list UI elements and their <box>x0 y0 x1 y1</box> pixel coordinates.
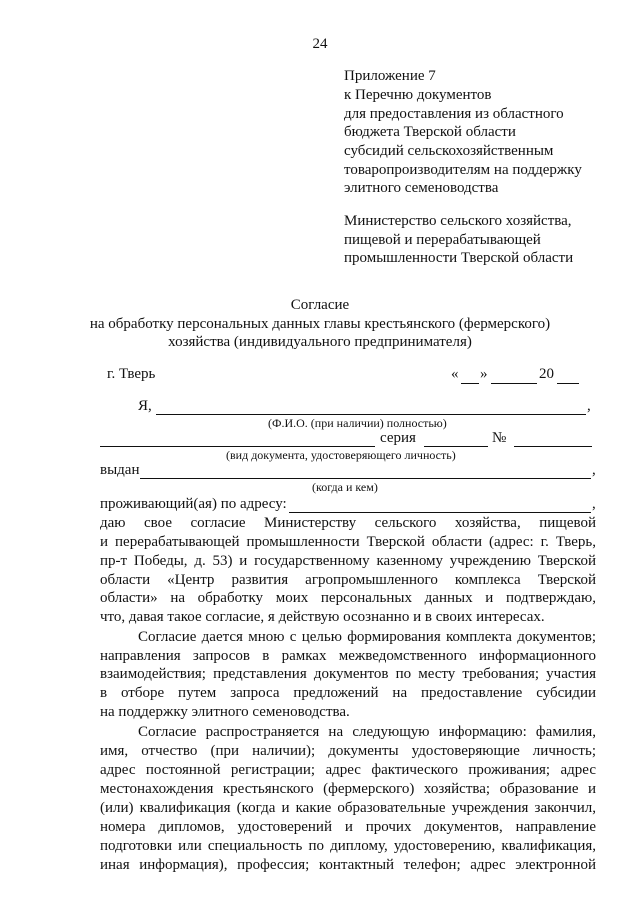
appendix-line: элитного семеноводства <box>344 180 499 196</box>
body-line: (или) квалификация (когда и какие образовательные учреждения закончил, <box>100 800 596 816</box>
addressee-line: промышленности Тверской области <box>344 250 574 266</box>
issued-field[interactable] <box>140 478 591 479</box>
body-line: в отборе путем запроса предложений на предоставление субсидии <box>100 685 596 701</box>
appendix-line: Приложение 7 <box>344 68 436 84</box>
body-line: направления запросов в рамках межведомственного информационного <box>100 648 596 664</box>
issued-label: выдан <box>100 462 140 478</box>
body-line: адрес постоянной регистрации; адрес фактического проживания; адрес <box>100 762 596 778</box>
month-blank[interactable] <box>491 383 537 384</box>
number-field[interactable] <box>514 446 592 447</box>
ya-label: Я, <box>138 398 152 414</box>
fio-hint: (Ф.И.О. (при наличии) полностью) <box>268 416 447 430</box>
body-line: области» на обработку моих персональных данных и подтверждаю, <box>100 590 596 606</box>
number-label: № <box>492 430 507 446</box>
body-line: области «Центр развития агропромышленного комплекса Тверской <box>100 572 596 588</box>
appendix-line: товаропроизводителям на поддержку <box>344 162 582 178</box>
page-number: 24 <box>312 36 328 52</box>
appendix-line: для предоставления из областного <box>344 106 564 122</box>
fio-field[interactable] <box>156 414 586 415</box>
series-field[interactable] <box>424 446 488 447</box>
city-label: г. Тверь <box>107 366 156 382</box>
body-line: Согласие дается мною с целью формирования комплекта документов; <box>138 629 596 645</box>
year-blank[interactable] <box>557 383 579 384</box>
body-line: местонахождения крестьянского (фермерского) хозяйства; образование и <box>100 781 596 797</box>
issued-hint: (когда и кем) <box>312 480 378 494</box>
body-line: и перерабатывающей промышленности Тверской области (адрес: г. Тверь, <box>100 534 596 550</box>
address-field[interactable] <box>289 512 591 513</box>
title-line: хозяйства (индивидуального предпринимателя) <box>168 334 472 350</box>
date-close-quote: » <box>480 366 488 382</box>
appendix-line: субсидий сельскохозяйственным <box>344 143 554 159</box>
document-hint: (вид документа, удостоверяющего личность) <box>226 448 456 462</box>
body-line: даю свое согласие Министерству сельского хозяйства, пищевой <box>100 515 596 531</box>
body-line: что, давая такое согласие, я действую осознанно и в своих интересах. <box>100 609 545 625</box>
date-open-quote: « <box>451 366 459 382</box>
address-label: проживающий(ая) по адресу: <box>100 496 287 512</box>
title-line: на обработку персональных данных главы крестьянского (фермерского) <box>89 316 551 332</box>
addressee-line: Министерство сельского хозяйства, <box>344 213 572 229</box>
body-line: взаимодействия; представления документов по месту требования; участия <box>100 666 596 682</box>
fio-comma: , <box>587 398 591 414</box>
addressee-line: пищевой и перерабатывающей <box>344 232 541 248</box>
body-line: имя, отчество (при наличии); документы удостоверяющие личность; <box>100 743 596 759</box>
body-line: иная информация), профессия; контактный телефон; адрес электронной <box>100 857 596 873</box>
appendix-line: к Перечню документов <box>344 87 492 103</box>
document-type-field[interactable] <box>100 446 375 447</box>
day-blank[interactable] <box>461 383 479 384</box>
body-line: подготовки или специальность по диплому, удостоверению, квалификация, <box>100 838 596 854</box>
address-comma: , <box>592 496 596 512</box>
body-line: номера дипломов, удостоверений и прочих документов, направление <box>100 819 596 835</box>
body-line: на поддержку элитного семеноводства. <box>100 704 350 720</box>
year-prefix: 20 <box>539 366 554 382</box>
body-line: пр-т Победы, д. 53) и государственному казенному учреждению Тверской <box>100 553 596 569</box>
title-line: Согласие <box>290 297 350 313</box>
series-label: серия <box>380 430 416 446</box>
appendix-line: бюджета Тверской области <box>344 124 516 140</box>
issued-comma: , <box>592 462 596 478</box>
body-line: Согласие распространяется на следующую информацию: фамилия, <box>138 724 596 740</box>
